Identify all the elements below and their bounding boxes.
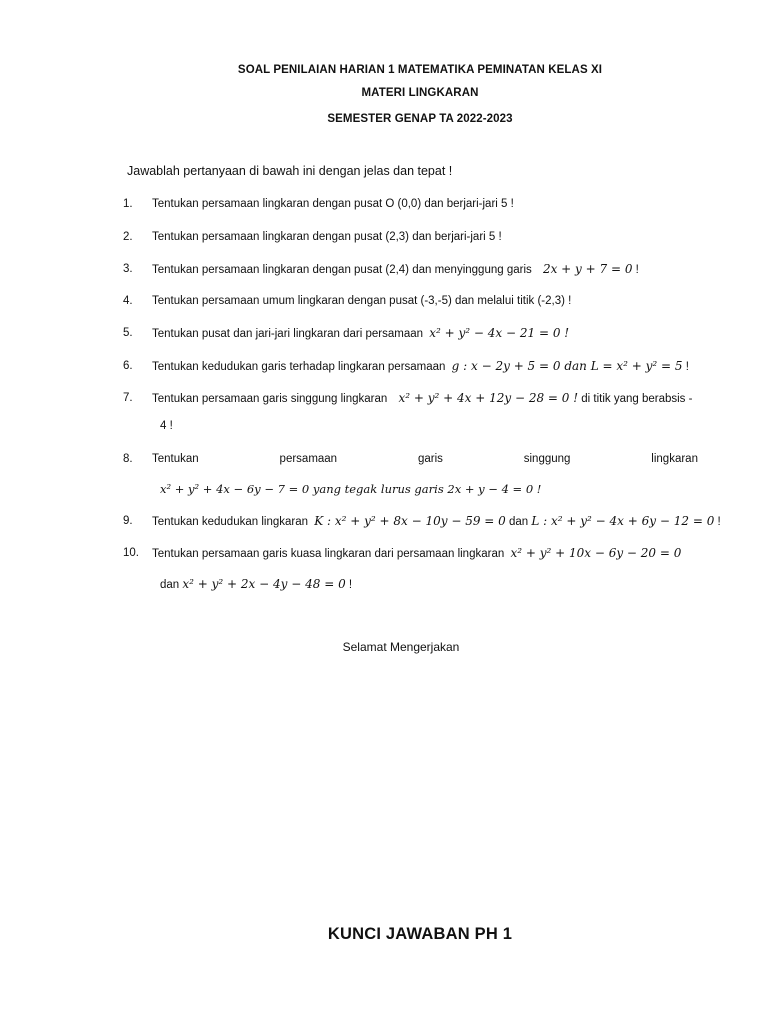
question-math: x² + y² + 10x − 6y − 20 = 0 bbox=[510, 546, 682, 560]
question-cont-tail: ! bbox=[345, 579, 353, 591]
question-number: 1. bbox=[123, 198, 133, 210]
question-number: 10. bbox=[123, 547, 139, 559]
question-math: g : x − 2y + 5 = 0 dan L = x² + y² = 5 bbox=[451, 359, 683, 373]
question-math: K : x² + y² + 8x − 10y − 59 = 0 bbox=[314, 514, 506, 528]
question-cont-math: x² + y² + 2x − 4y − 48 = 0 bbox=[182, 577, 346, 591]
closing-text: Selamat Mengerjakan bbox=[342, 640, 460, 654]
question-text: Tentukan pusat dan jari-jari lingkaran dari persamaan bbox=[152, 328, 424, 340]
question-cont-text: dan bbox=[160, 579, 183, 591]
question-text: Tentukan persamaan lingkaran dengan pusat (2,3) dan berjari-jari 5 ! bbox=[152, 231, 502, 243]
question-word: lingkaran bbox=[651, 453, 698, 465]
question-tail: di titik yang berabsis - bbox=[578, 393, 693, 405]
question-number: 7. bbox=[123, 392, 133, 404]
question-text: Tentukan persamaan lingkaran dengan pusat O (0,0) dan berjari-jari 5 ! bbox=[152, 198, 514, 210]
question-math-2: L : x² + y² − 4x + 6y − 12 = 0 bbox=[531, 514, 715, 528]
question-number: 8. bbox=[123, 453, 133, 465]
exam-subject: MATERI LINGKARAN bbox=[361, 87, 479, 99]
exam-semester: SEMESTER GENAP TA 2022-2023 bbox=[327, 113, 513, 125]
question-tail: ! bbox=[682, 361, 689, 373]
question-tail: ! bbox=[632, 264, 639, 276]
question-math: x² + y² + 4x + 12y − 28 = 0 ! bbox=[398, 391, 579, 405]
question-word: persamaan bbox=[279, 453, 338, 465]
question-text: Tentukan persamaan garis kuasa lingkaran dari persamaan lingkaran bbox=[152, 548, 505, 560]
exam-title: SOAL PENILAIAN HARIAN 1 MATEMATIKA PEMINATAN KELAS XI bbox=[237, 64, 603, 76]
question-number: 9. bbox=[123, 515, 133, 527]
question-text: Tentukan persamaan lingkaran dengan pusat (2,4) dan menyinggung garis bbox=[152, 264, 532, 276]
question-number: 6. bbox=[123, 360, 133, 372]
question-8-math: x² + y² + 4x − 6y − 7 = 0 yang tegak lurus garis 2x + y − 4 = 0 ! bbox=[160, 482, 542, 496]
question-7-continuation: 4 ! bbox=[160, 420, 173, 432]
question-text: Tentukan persamaan garis singgung lingkaran bbox=[152, 393, 388, 405]
question-10-continuation bbox=[160, 577, 352, 591]
question-word: Tentukan bbox=[152, 453, 199, 465]
question-math: x² + y² − 4x − 21 = 0 ! bbox=[429, 326, 570, 340]
question-tail: ! bbox=[714, 516, 721, 528]
question-text: Tentukan persamaan umum lingkaran dengan pusat (-3,-5) dan melalui titik (-2,3) ! bbox=[152, 295, 572, 307]
instruction-text: Jawablah pertanyaan di bawah ini dengan jelas dan tepat ! bbox=[127, 164, 453, 178]
question-mid: dan bbox=[505, 516, 532, 528]
answer-key-title: KUNCI JAWABAN PH 1 bbox=[327, 925, 513, 943]
question-word: garis bbox=[417, 453, 443, 465]
question-text: Tentukan kedudukan lingkaran bbox=[152, 516, 309, 528]
question-text: Tentukan kedudukan garis terhadap lingkaran persamaan bbox=[152, 361, 446, 373]
question-number: 3. bbox=[123, 263, 133, 275]
question-number: 5. bbox=[123, 327, 133, 339]
question-number: 4. bbox=[123, 295, 133, 307]
question-math: 2x + y + 7 = 0 bbox=[542, 262, 633, 276]
question-word: singgung bbox=[523, 453, 571, 465]
question-number: 2. bbox=[123, 231, 133, 243]
